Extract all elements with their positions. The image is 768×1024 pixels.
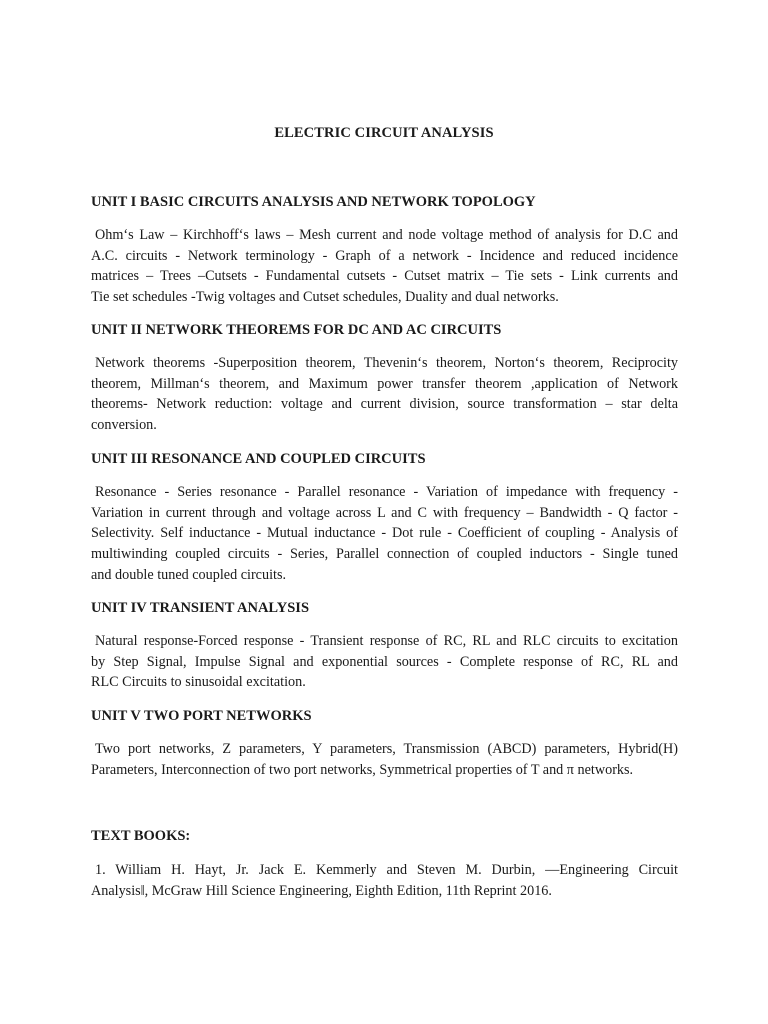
unit-1-body [91, 225, 678, 308]
unit-5-line-1: Two port networks, Z parameters, Y parameters, Transmission (ABCD) parameters, Hybrid(H) [95, 741, 678, 757]
unit-3-body [91, 482, 678, 585]
unit-1-heading: UNIT I BASIC CIRCUITS ANALYSIS AND NETWORK TOPOLOGY [91, 194, 536, 210]
text-book-line-1: 1. William H. Hayt, Jr. Jack E. Kemmerly and Steven M. Durbin, —Engineering Circuit [95, 862, 678, 878]
unit-3-line-2: Variation in current through and voltage across L and C with frequency – Bandwidth - Q factor - [91, 504, 678, 521]
unit-3-line-4: multiwinding coupled circuits - Series, Parallel connection of coupled inductors - Single tuned [91, 546, 678, 563]
unit-3-line-1: Resonance - Series resonance - Parallel resonance - Variation of impedance with frequency - [95, 484, 678, 500]
text-books-heading: TEXT BOOKS: [91, 828, 191, 844]
unit-4-line-1: Natural response-Forced response - Transient response of RC, RL and RLC circuits to excitation [95, 633, 678, 649]
unit-2-body [91, 353, 678, 436]
unit-5-heading: UNIT V TWO PORT NETWORKS [91, 708, 312, 724]
unit-1-line-2: A.C. circuits - Network terminology - Graph of a network - Incidence and reduced incidence [91, 247, 678, 264]
unit-2-line-2: theorem, Millman‘s theorem, and Maximum power transfer theorem ,application of Network [91, 375, 678, 392]
unit-4-line-3: RLC Circuits to sinusoidal excitation. [91, 674, 306, 691]
unit-2-line-4: conversion. [91, 417, 157, 434]
text-book-line-2: Analysis‖, McGraw Hill Science Engineering, Eighth Edition, 11th Reprint 2016. [91, 882, 552, 899]
document-title: ELECTRIC CIRCUIT ANALYSIS [274, 125, 494, 141]
unit-5-body [91, 739, 678, 780]
unit-4-heading: UNIT IV TRANSIENT ANALYSIS [91, 600, 310, 616]
text-books-body [91, 860, 678, 901]
unit-4-line-2: by Step Signal, Impulse Signal and exponential sources - Complete response of RC, RL and [91, 653, 678, 670]
unit-5-line-2: Parameters, Interconnection of two port networks, Symmetrical properties of T and π networks. [91, 761, 634, 778]
unit-1-line-3: matrices – Trees –Cutsets - Fundamental cutsets - Cutset matrix – Tie sets - Link currents and [91, 268, 678, 285]
unit-2-line-1: Network theorems -Superposition theorem, Thevenin‘s theorem, Norton‘s theorem, Reciprocity [95, 355, 678, 371]
unit-3-heading: UNIT III RESONANCE AND COUPLED CIRCUITS [91, 451, 426, 467]
unit-3-line-3: Selectivity. Self inductance - Mutual inductance - Dot rule - Coefficient of coupling - Analysis of [91, 525, 678, 542]
unit-2-line-3: theorems- Network reduction: voltage and current division, source transformation – star delta [91, 396, 678, 413]
unit-3-line-5: and double tuned coupled circuits. [91, 566, 287, 583]
unit-4-body [91, 631, 678, 693]
unit-1-line-4: Tie set schedules -Twig voltages and Cutset schedules, Duality and dual networks. [91, 289, 559, 306]
unit-2-heading: UNIT II NETWORK THEOREMS FOR DC AND AC CIRCUITS [91, 322, 502, 338]
unit-1-line-1: Ohm‘s Law – Kirchhoff‘s laws – Mesh current and node voltage method of analysis for D.C and [95, 227, 678, 243]
